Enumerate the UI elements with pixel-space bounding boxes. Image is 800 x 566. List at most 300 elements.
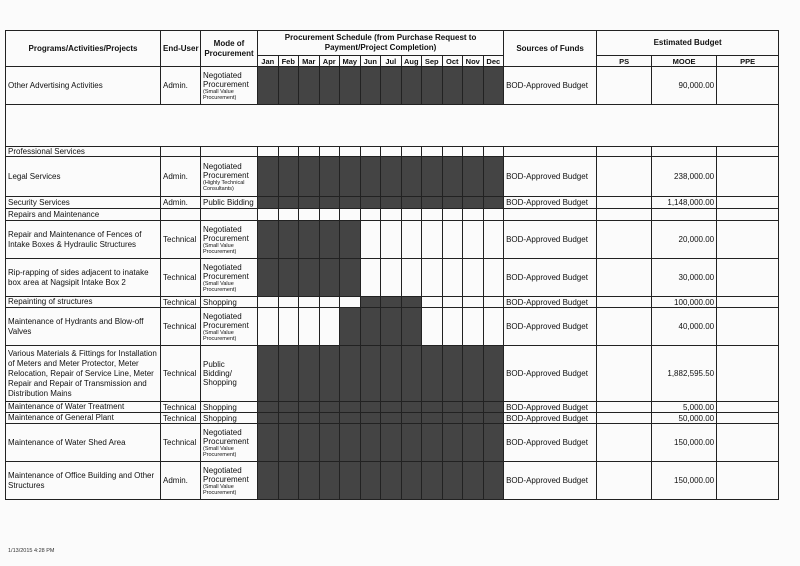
- schedule-cell-apr: [319, 413, 340, 424]
- mooe-cell: 1,882,595.50: [652, 346, 717, 402]
- schedule-cell-jun: [360, 413, 381, 424]
- table-row: [6, 67, 779, 105]
- section-empty-cell: [360, 147, 381, 157]
- section-empty-cell: [463, 209, 484, 221]
- section-empty-cell: [442, 147, 463, 157]
- mode-note: (Small Value Procurement): [203, 88, 237, 101]
- schedule-cell-jul: [381, 297, 402, 308]
- header-ppe: PPE: [717, 56, 779, 67]
- table-row: [6, 259, 779, 297]
- header-mooe: MOOE: [652, 56, 717, 67]
- schedule-cell-jan: [258, 297, 279, 308]
- ps-cell: [597, 308, 652, 346]
- end-user-cell: Technical: [161, 424, 201, 462]
- mode-note: (Small Value Procurement): [203, 280, 237, 293]
- schedule-cell-jul: [381, 197, 402, 209]
- schedule-cell-apr: [319, 197, 340, 209]
- spacer-cell: [6, 105, 779, 147]
- schedule-cell-apr: [319, 157, 340, 197]
- schedule-cell-dec: [483, 346, 504, 402]
- section-empty-cell: [299, 209, 320, 221]
- schedule-cell-mar: [299, 157, 320, 197]
- funds-cell: BOD-Approved Budget: [504, 424, 597, 462]
- section-empty-cell: [717, 147, 779, 157]
- program-cell: Repainting of structures: [6, 297, 161, 308]
- schedule-cell-dec: [483, 157, 504, 197]
- schedule-cell-jan: [258, 157, 279, 197]
- section-empty-cell: [652, 209, 717, 221]
- schedule-cell-apr: [319, 402, 340, 413]
- schedule-cell-feb: [278, 402, 299, 413]
- mode-cell: [201, 424, 258, 462]
- schedule-cell-jan: [258, 346, 279, 402]
- schedule-cell-jun: [360, 462, 381, 500]
- program-cell: Maintenance of Water Treatment: [6, 402, 161, 413]
- schedule-cell-nov: [463, 197, 484, 209]
- mooe-cell: 150,000.00: [652, 462, 717, 500]
- schedule-cell-jan: [258, 197, 279, 209]
- schedule-cell-feb: [278, 221, 299, 259]
- schedule-cell-sep: [422, 413, 443, 424]
- end-user-cell: Technical: [161, 346, 201, 402]
- section-empty-cell: [422, 209, 443, 221]
- schedule-cell-may: [340, 221, 361, 259]
- mode-cell: [201, 297, 258, 308]
- schedule-cell-dec: [483, 402, 504, 413]
- schedule-cell-mar: [299, 462, 320, 500]
- schedule-cell-oct: [442, 346, 463, 402]
- mode-cell: [201, 157, 258, 197]
- section-empty-cell: [360, 209, 381, 221]
- mooe-cell: 30,000.00: [652, 259, 717, 297]
- table-row: [6, 221, 779, 259]
- schedule-cell-feb: [278, 197, 299, 209]
- program-cell: Various Materials & Fittings for Installation of Meters and Meter Protector, Meter Relocation, Repair of Service Line, Meter Repair and Repair of Transmission and Distribution Mains: [6, 346, 161, 402]
- schedule-cell-dec: [483, 413, 504, 424]
- mode-note: (Small Value Procurement): [203, 329, 237, 342]
- funds-cell: BOD-Approved Budget: [504, 462, 597, 500]
- schedule-cell-oct: [442, 297, 463, 308]
- mooe-cell: 20,000.00: [652, 221, 717, 259]
- schedule-cell-feb: [278, 424, 299, 462]
- schedule-cell-jan: [258, 259, 279, 297]
- schedule-cell-apr: [319, 308, 340, 346]
- schedule-cell-may: [340, 259, 361, 297]
- schedule-cell-sep: [422, 197, 443, 209]
- end-user-cell: Technical: [161, 402, 201, 413]
- ps-cell: [597, 297, 652, 308]
- funds-cell: BOD-Approved Budget: [504, 297, 597, 308]
- schedule-cell-oct: [442, 424, 463, 462]
- header-month-apr: Apr: [319, 56, 340, 67]
- schedule-cell-jul: [381, 402, 402, 413]
- schedule-cell-dec: [483, 221, 504, 259]
- section-empty-cell: [258, 209, 279, 221]
- schedule-cell-dec: [483, 197, 504, 209]
- schedule-cell-apr: [319, 259, 340, 297]
- section-empty-cell: [161, 209, 201, 221]
- schedule-cell-jul: [381, 462, 402, 500]
- section-empty-cell: [319, 147, 340, 157]
- schedule-cell-jun: [360, 308, 381, 346]
- ppe-cell: [717, 157, 779, 197]
- schedule-cell-jul: [381, 346, 402, 402]
- schedule-cell-jul: [381, 308, 402, 346]
- end-user-cell: Technical: [161, 413, 201, 424]
- schedule-cell-may: [340, 424, 361, 462]
- schedule-cell-jun: [360, 157, 381, 197]
- schedule-cell-feb: [278, 157, 299, 197]
- schedule-cell-nov: [463, 157, 484, 197]
- schedule-cell-mar: [299, 197, 320, 209]
- schedule-cell-feb: [278, 413, 299, 424]
- section-empty-cell: [717, 209, 779, 221]
- header-month-jul: Jul: [381, 56, 402, 67]
- section-empty-cell: [422, 147, 443, 157]
- schedule-cell-feb: [278, 297, 299, 308]
- schedule-cell-may: [340, 197, 361, 209]
- schedule-cell-nov: [463, 462, 484, 500]
- schedule-cell-jun: [360, 197, 381, 209]
- schedule-cell-aug: [401, 67, 422, 105]
- schedule-cell-aug: [401, 462, 422, 500]
- schedule-cell-may: [340, 67, 361, 105]
- schedule-cell-oct: [442, 221, 463, 259]
- schedule-cell-sep: [422, 346, 443, 402]
- table-row: [6, 402, 779, 413]
- table-row: [6, 462, 779, 500]
- header-month-oct: Oct: [442, 56, 463, 67]
- mode-cell: [201, 259, 258, 297]
- program-cell: Maintenance of Water Shed Area: [6, 424, 161, 462]
- schedule-cell-jul: [381, 424, 402, 462]
- mooe-cell: 100,000.00: [652, 297, 717, 308]
- mode-text: Negotiated Procurement: [203, 465, 249, 484]
- schedule-cell-dec: [483, 308, 504, 346]
- section-empty-cell: [504, 147, 597, 157]
- mode-text: Negotiated Procurement: [203, 262, 249, 281]
- schedule-cell-nov: [463, 308, 484, 346]
- schedule-cell-may: [340, 402, 361, 413]
- schedule-cell-jun: [360, 297, 381, 308]
- schedule-cell-aug: [401, 197, 422, 209]
- end-user-cell: Admin.: [161, 197, 201, 209]
- mode-note: (Small Value Procurement): [203, 242, 237, 255]
- schedule-cell-apr: [319, 424, 340, 462]
- section-empty-cell: [597, 209, 652, 221]
- program-cell: Maintenance of Hydrants and Blow-off Valves: [6, 308, 161, 346]
- mooe-cell: 150,000.00: [652, 424, 717, 462]
- schedule-cell-apr: [319, 67, 340, 105]
- schedule-cell-apr: [319, 346, 340, 402]
- schedule-cell-mar: [299, 402, 320, 413]
- mode-text: Public Bidding: [203, 198, 254, 207]
- ppe-cell: [717, 197, 779, 209]
- schedule-cell-apr: [319, 297, 340, 308]
- schedule-cell-oct: [442, 402, 463, 413]
- ps-cell: [597, 259, 652, 297]
- section-empty-cell: [401, 147, 422, 157]
- table-row: [6, 308, 779, 346]
- schedule-cell-nov: [463, 413, 484, 424]
- schedule-cell-oct: [442, 197, 463, 209]
- procurement-plan-table: [5, 30, 779, 500]
- header-estimated-budget: Estimated Budget: [597, 31, 779, 56]
- schedule-cell-aug: [401, 424, 422, 462]
- schedule-cell-feb: [278, 462, 299, 500]
- mode-cell: [201, 413, 258, 424]
- header-ps: PS: [597, 56, 652, 67]
- mode-note: (Small Value Procurement): [203, 445, 237, 458]
- mode-cell: [201, 402, 258, 413]
- schedule-cell-jan: [258, 402, 279, 413]
- schedule-cell-may: [340, 297, 361, 308]
- funds-cell: BOD-Approved Budget: [504, 67, 597, 105]
- ps-cell: [597, 413, 652, 424]
- schedule-cell-oct: [442, 413, 463, 424]
- schedule-cell-oct: [442, 157, 463, 197]
- header-month-may: May: [340, 56, 361, 67]
- section-empty-cell: [381, 147, 402, 157]
- schedule-cell-aug: [401, 259, 422, 297]
- section-empty-cell: [483, 209, 504, 221]
- header-sources-of-funds: Sources of Funds: [504, 31, 597, 67]
- schedule-cell-may: [340, 308, 361, 346]
- schedule-cell-sep: [422, 402, 443, 413]
- schedule-cell-nov: [463, 297, 484, 308]
- program-cell: Security Services: [6, 197, 161, 209]
- spacer-row: [6, 105, 779, 147]
- ps-cell: [597, 346, 652, 402]
- section-empty-cell: [299, 147, 320, 157]
- header-end-user: End-User: [161, 31, 201, 67]
- schedule-cell-sep: [422, 221, 443, 259]
- mode-cell: [201, 308, 258, 346]
- schedule-cell-sep: [422, 67, 443, 105]
- ps-cell: [597, 424, 652, 462]
- mode-cell: [201, 346, 258, 402]
- schedule-cell-nov: [463, 346, 484, 402]
- schedule-cell-jan: [258, 413, 279, 424]
- ppe-cell: [717, 308, 779, 346]
- schedule-cell-sep: [422, 259, 443, 297]
- mode-text: Shopping: [203, 402, 237, 412]
- funds-cell: BOD-Approved Budget: [504, 221, 597, 259]
- header-month-dec: Dec: [483, 56, 504, 67]
- header-month-jan: Jan: [258, 56, 279, 67]
- mode-text: Negotiated Procurement: [203, 311, 249, 330]
- end-user-cell: Admin.: [161, 157, 201, 197]
- schedule-cell-oct: [442, 67, 463, 105]
- schedule-cell-nov: [463, 402, 484, 413]
- ps-cell: [597, 67, 652, 105]
- end-user-cell: Technical: [161, 308, 201, 346]
- header-procurement-schedule: Procurement Schedule (from Purchase Request to Payment/Project Completion): [258, 31, 504, 56]
- mooe-cell: 1,148,000.00: [652, 197, 717, 209]
- schedule-cell-jun: [360, 67, 381, 105]
- section-empty-cell: [504, 209, 597, 221]
- table-row: [6, 197, 779, 209]
- header-mode-of-procurement: Mode of Procurement: [201, 31, 258, 67]
- mode-cell: [201, 462, 258, 500]
- funds-cell: BOD-Approved Budget: [504, 402, 597, 413]
- program-cell: Other Advertising Activities: [6, 67, 161, 105]
- header-month-feb: Feb: [278, 56, 299, 67]
- section-title: Professional Services: [6, 147, 161, 157]
- header-month-jun: Jun: [360, 56, 381, 67]
- ppe-cell: [717, 67, 779, 105]
- mode-text: Shopping: [203, 413, 237, 423]
- mooe-cell: 50,000.00: [652, 413, 717, 424]
- header-month-sep: Sep: [422, 56, 443, 67]
- schedule-cell-aug: [401, 297, 422, 308]
- schedule-cell-feb: [278, 259, 299, 297]
- schedule-cell-mar: [299, 67, 320, 105]
- mode-note: (Small Value Procurement): [203, 483, 237, 496]
- ps-cell: [597, 221, 652, 259]
- schedule-cell-feb: [278, 67, 299, 105]
- schedule-cell-aug: [401, 157, 422, 197]
- schedule-cell-aug: [401, 221, 422, 259]
- schedule-cell-mar: [299, 308, 320, 346]
- schedule-cell-nov: [463, 259, 484, 297]
- ppe-cell: [717, 462, 779, 500]
- schedule-cell-dec: [483, 424, 504, 462]
- schedule-cell-mar: [299, 259, 320, 297]
- schedule-cell-nov: [463, 67, 484, 105]
- end-user-cell: Technical: [161, 259, 201, 297]
- header-month-aug: Aug: [401, 56, 422, 67]
- print-timestamp: 1/13/2015 4:28 PM: [8, 548, 55, 554]
- mode-text: Negotiated Procurement: [203, 224, 249, 243]
- schedule-cell-sep: [422, 297, 443, 308]
- mooe-cell: 5,000.00: [652, 402, 717, 413]
- ppe-cell: [717, 402, 779, 413]
- mooe-cell: 90,000.00: [652, 67, 717, 105]
- schedule-cell-mar: [299, 413, 320, 424]
- schedule-cell-oct: [442, 462, 463, 500]
- section-empty-cell: [161, 147, 201, 157]
- schedule-cell-dec: [483, 297, 504, 308]
- schedule-cell-aug: [401, 402, 422, 413]
- schedule-cell-nov: [463, 424, 484, 462]
- schedule-cell-aug: [401, 308, 422, 346]
- program-cell: Rip-rapping of sides adjacent to inatake box area at Nagsipit Intake Box 2: [6, 259, 161, 297]
- schedule-cell-jan: [258, 67, 279, 105]
- end-user-cell: Technical: [161, 297, 201, 308]
- funds-cell: BOD-Approved Budget: [504, 157, 597, 197]
- schedule-cell-oct: [442, 308, 463, 346]
- table-row: [6, 346, 779, 402]
- schedule-cell-jan: [258, 424, 279, 462]
- section-empty-cell: [401, 209, 422, 221]
- program-cell: Maintenance of Office Building and Other Structures: [6, 462, 161, 500]
- mode-text: Public Bidding/ Shopping: [203, 360, 237, 387]
- section-empty-cell: [597, 147, 652, 157]
- section-header-row: [6, 147, 779, 157]
- section-empty-cell: [463, 147, 484, 157]
- schedule-cell-dec: [483, 462, 504, 500]
- mode-cell: [201, 221, 258, 259]
- funds-cell: BOD-Approved Budget: [504, 413, 597, 424]
- section-empty-cell: [340, 209, 361, 221]
- funds-cell: BOD-Approved Budget: [504, 197, 597, 209]
- schedule-cell-sep: [422, 462, 443, 500]
- section-empty-cell: [483, 147, 504, 157]
- ps-cell: [597, 462, 652, 500]
- schedule-cell-aug: [401, 413, 422, 424]
- schedule-cell-mar: [299, 297, 320, 308]
- ppe-cell: [717, 346, 779, 402]
- section-empty-cell: [258, 147, 279, 157]
- schedule-cell-jan: [258, 308, 279, 346]
- mode-cell: [201, 67, 258, 105]
- schedule-cell-jul: [381, 413, 402, 424]
- schedule-cell-feb: [278, 346, 299, 402]
- section-empty-cell: [340, 147, 361, 157]
- ppe-cell: [717, 259, 779, 297]
- mode-text: Negotiated Procurement: [203, 161, 249, 180]
- section-empty-cell: [278, 209, 299, 221]
- funds-cell: BOD-Approved Budget: [504, 346, 597, 402]
- section-empty-cell: [319, 209, 340, 221]
- mode-cell: [201, 197, 258, 209]
- header-month-mar: Mar: [299, 56, 320, 67]
- schedule-cell-jul: [381, 157, 402, 197]
- section-empty-cell: [381, 209, 402, 221]
- program-cell: Legal Services: [6, 157, 161, 197]
- schedule-cell-jun: [360, 402, 381, 413]
- program-cell: Repair and Maintenance of Fences of Intake Boxes & Hydraulic Structures: [6, 221, 161, 259]
- schedule-cell-apr: [319, 221, 340, 259]
- schedule-cell-jun: [360, 346, 381, 402]
- schedule-cell-dec: [483, 259, 504, 297]
- ppe-cell: [717, 413, 779, 424]
- schedule-cell-jun: [360, 259, 381, 297]
- schedule-cell-jun: [360, 221, 381, 259]
- schedule-cell-nov: [463, 221, 484, 259]
- schedule-cell-sep: [422, 308, 443, 346]
- end-user-cell: Admin.: [161, 67, 201, 105]
- schedule-cell-dec: [483, 67, 504, 105]
- schedule-cell-mar: [299, 221, 320, 259]
- section-empty-cell: [442, 209, 463, 221]
- schedule-cell-may: [340, 462, 361, 500]
- schedule-cell-jan: [258, 462, 279, 500]
- schedule-cell-jan: [258, 221, 279, 259]
- schedule-cell-oct: [442, 259, 463, 297]
- section-header-row: [6, 209, 779, 221]
- program-cell: Maintenance of General Plant: [6, 413, 161, 424]
- ppe-cell: [717, 221, 779, 259]
- table-row: [6, 424, 779, 462]
- mode-text: Shopping: [203, 297, 237, 307]
- section-empty-cell: [201, 147, 258, 157]
- header-month-nov: Nov: [463, 56, 484, 67]
- schedule-cell-mar: [299, 346, 320, 402]
- section-empty-cell: [278, 147, 299, 157]
- section-title: Repairs and Maintenance: [6, 209, 161, 221]
- funds-cell: BOD-Approved Budget: [504, 259, 597, 297]
- table-row: [6, 157, 779, 197]
- section-empty-cell: [652, 147, 717, 157]
- end-user-cell: Technical: [161, 221, 201, 259]
- schedule-cell-may: [340, 157, 361, 197]
- ps-cell: [597, 402, 652, 413]
- ps-cell: [597, 197, 652, 209]
- schedule-cell-jun: [360, 424, 381, 462]
- ppe-cell: [717, 424, 779, 462]
